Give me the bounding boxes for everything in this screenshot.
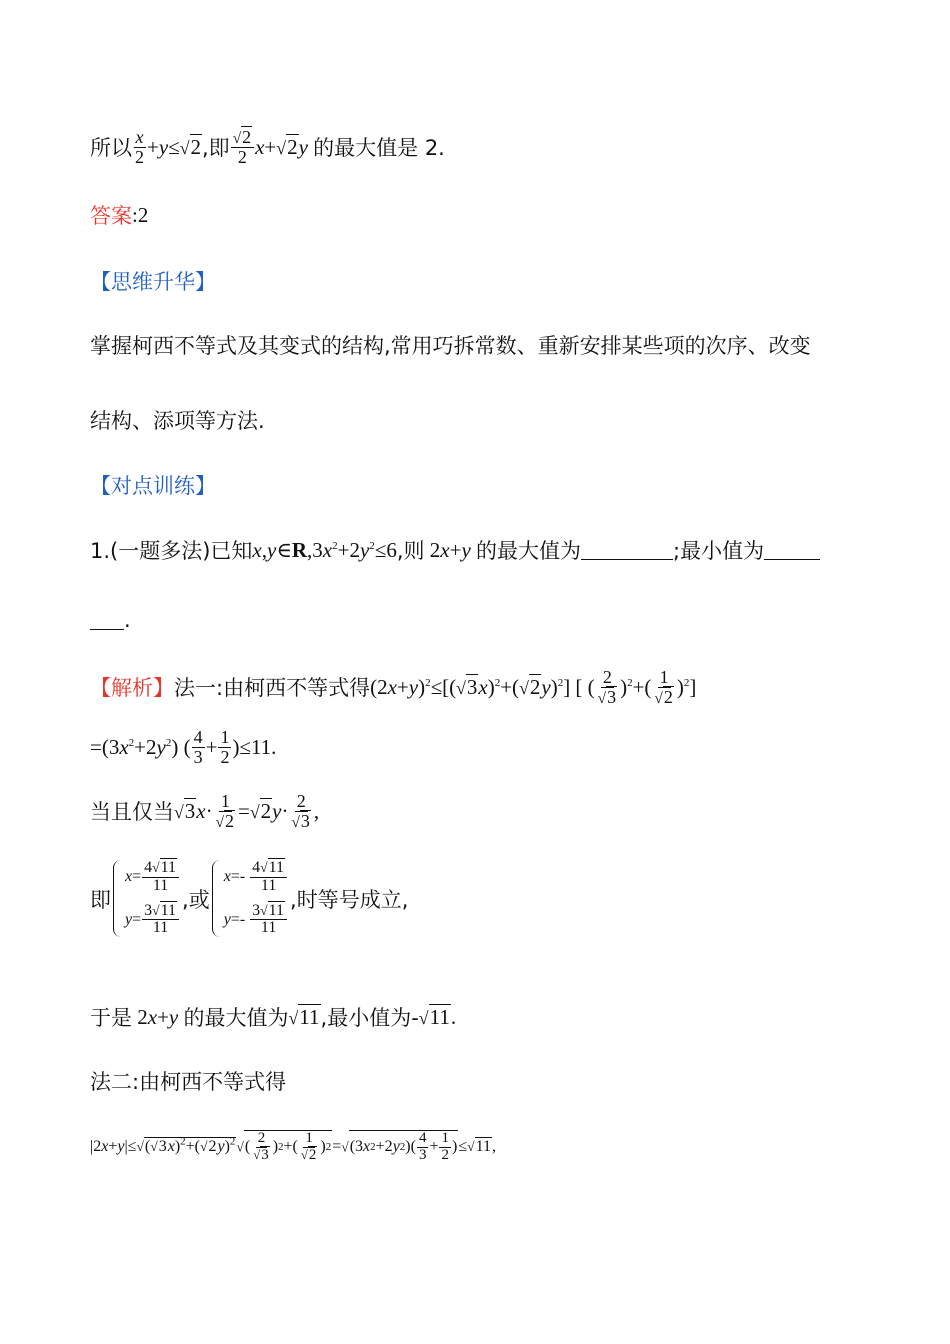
answer-blank-min-cont xyxy=(90,611,124,630)
method-2-heading: 法二:由柯西不等式得 xyxy=(90,1070,287,1094)
answer-blank-min[interactable] xyxy=(764,541,820,560)
conclusion-max-min: 于是 2x+y 的最大值为 √11 ,最小值为- √11. xyxy=(90,1004,457,1030)
solution-label: 【解析】 xyxy=(90,676,174,701)
tag-thinking: 【思维升华】 xyxy=(90,270,216,294)
equality-systems: 即 x = $\frac{4√11}{11}$ y = $\frac{3√11}{11}$ ,或 x =- $\frac{4√11}{11}$ y =- $\frac{3√11}{11}$ ,时等号成立, xyxy=(90,859,409,937)
equality-condition: 当且仅当 √3x· $\frac{1}{√2}$ =√2y· $\frac{2}{√3}$ , xyxy=(90,791,320,831)
answer-blank-max[interactable] xyxy=(581,541,673,560)
answer-label: 答案 xyxy=(90,204,132,228)
line-conclusion: 所以 $\frac{x}{2}$ +y≤√2 ,即 $\frac{√2}{2}$ x+√2y 的最大值是 2. xyxy=(90,127,445,168)
fraction-x-over-2: $\frac{x}{2}$ xyxy=(135,127,144,167)
tag-practice: 【对点训练】 xyxy=(90,474,216,498)
system-2: x =- $\frac{4√11}{11}$ y =- $\frac{3√11}{11}$ xyxy=(212,860,288,937)
answer-line xyxy=(90,200,148,230)
thinking-text-2: 结构、添项等方法. xyxy=(90,409,265,433)
answer-value: :2 xyxy=(132,202,149,227)
question-1-cont: . xyxy=(90,608,131,632)
solution-line-1: 【解析】 法一:由柯西不等式得 $(2x+y)^2\le[(√3x)^2+(√2y)^2]$ [ ( $\frac{2}{√3}$ )$^2$+( $\frac{1}{√2}$ )$^2$] xyxy=(90,667,697,707)
method-2-inequality: |2x+y|≤ $√(√3x)^2+(√2y)^2$ √( $\frac{2}{√3}$ ) 2 +( $\frac{1}{√2}$ ) 2 = √(3 x 2 +2 y 2 )( $\frac{4}{3}$ + $\frac{1}{2}$ ) ≤√11, xyxy=(90,1130,496,1163)
thinking-text-1: 掌握柯西不等式及其变式的结构,常用巧拆常数、重新安排某些项的次序、改变 xyxy=(90,334,811,358)
system-1: x = $\frac{4√11}{11}$ y = $\frac{3√11}{11}$ xyxy=(113,860,180,937)
question-1: 1.(一题多法)已知 $x,y\in R,3x^2+2y^2\le 6$ ,则 2x+y 的最大值为 ;最小值为 xyxy=(90,535,820,565)
solution-line-2: $=(3x^2+2y^2)$ ( $\frac{4}{3}$ + $\frac{1}{2}$ )≤11. xyxy=(90,727,277,767)
